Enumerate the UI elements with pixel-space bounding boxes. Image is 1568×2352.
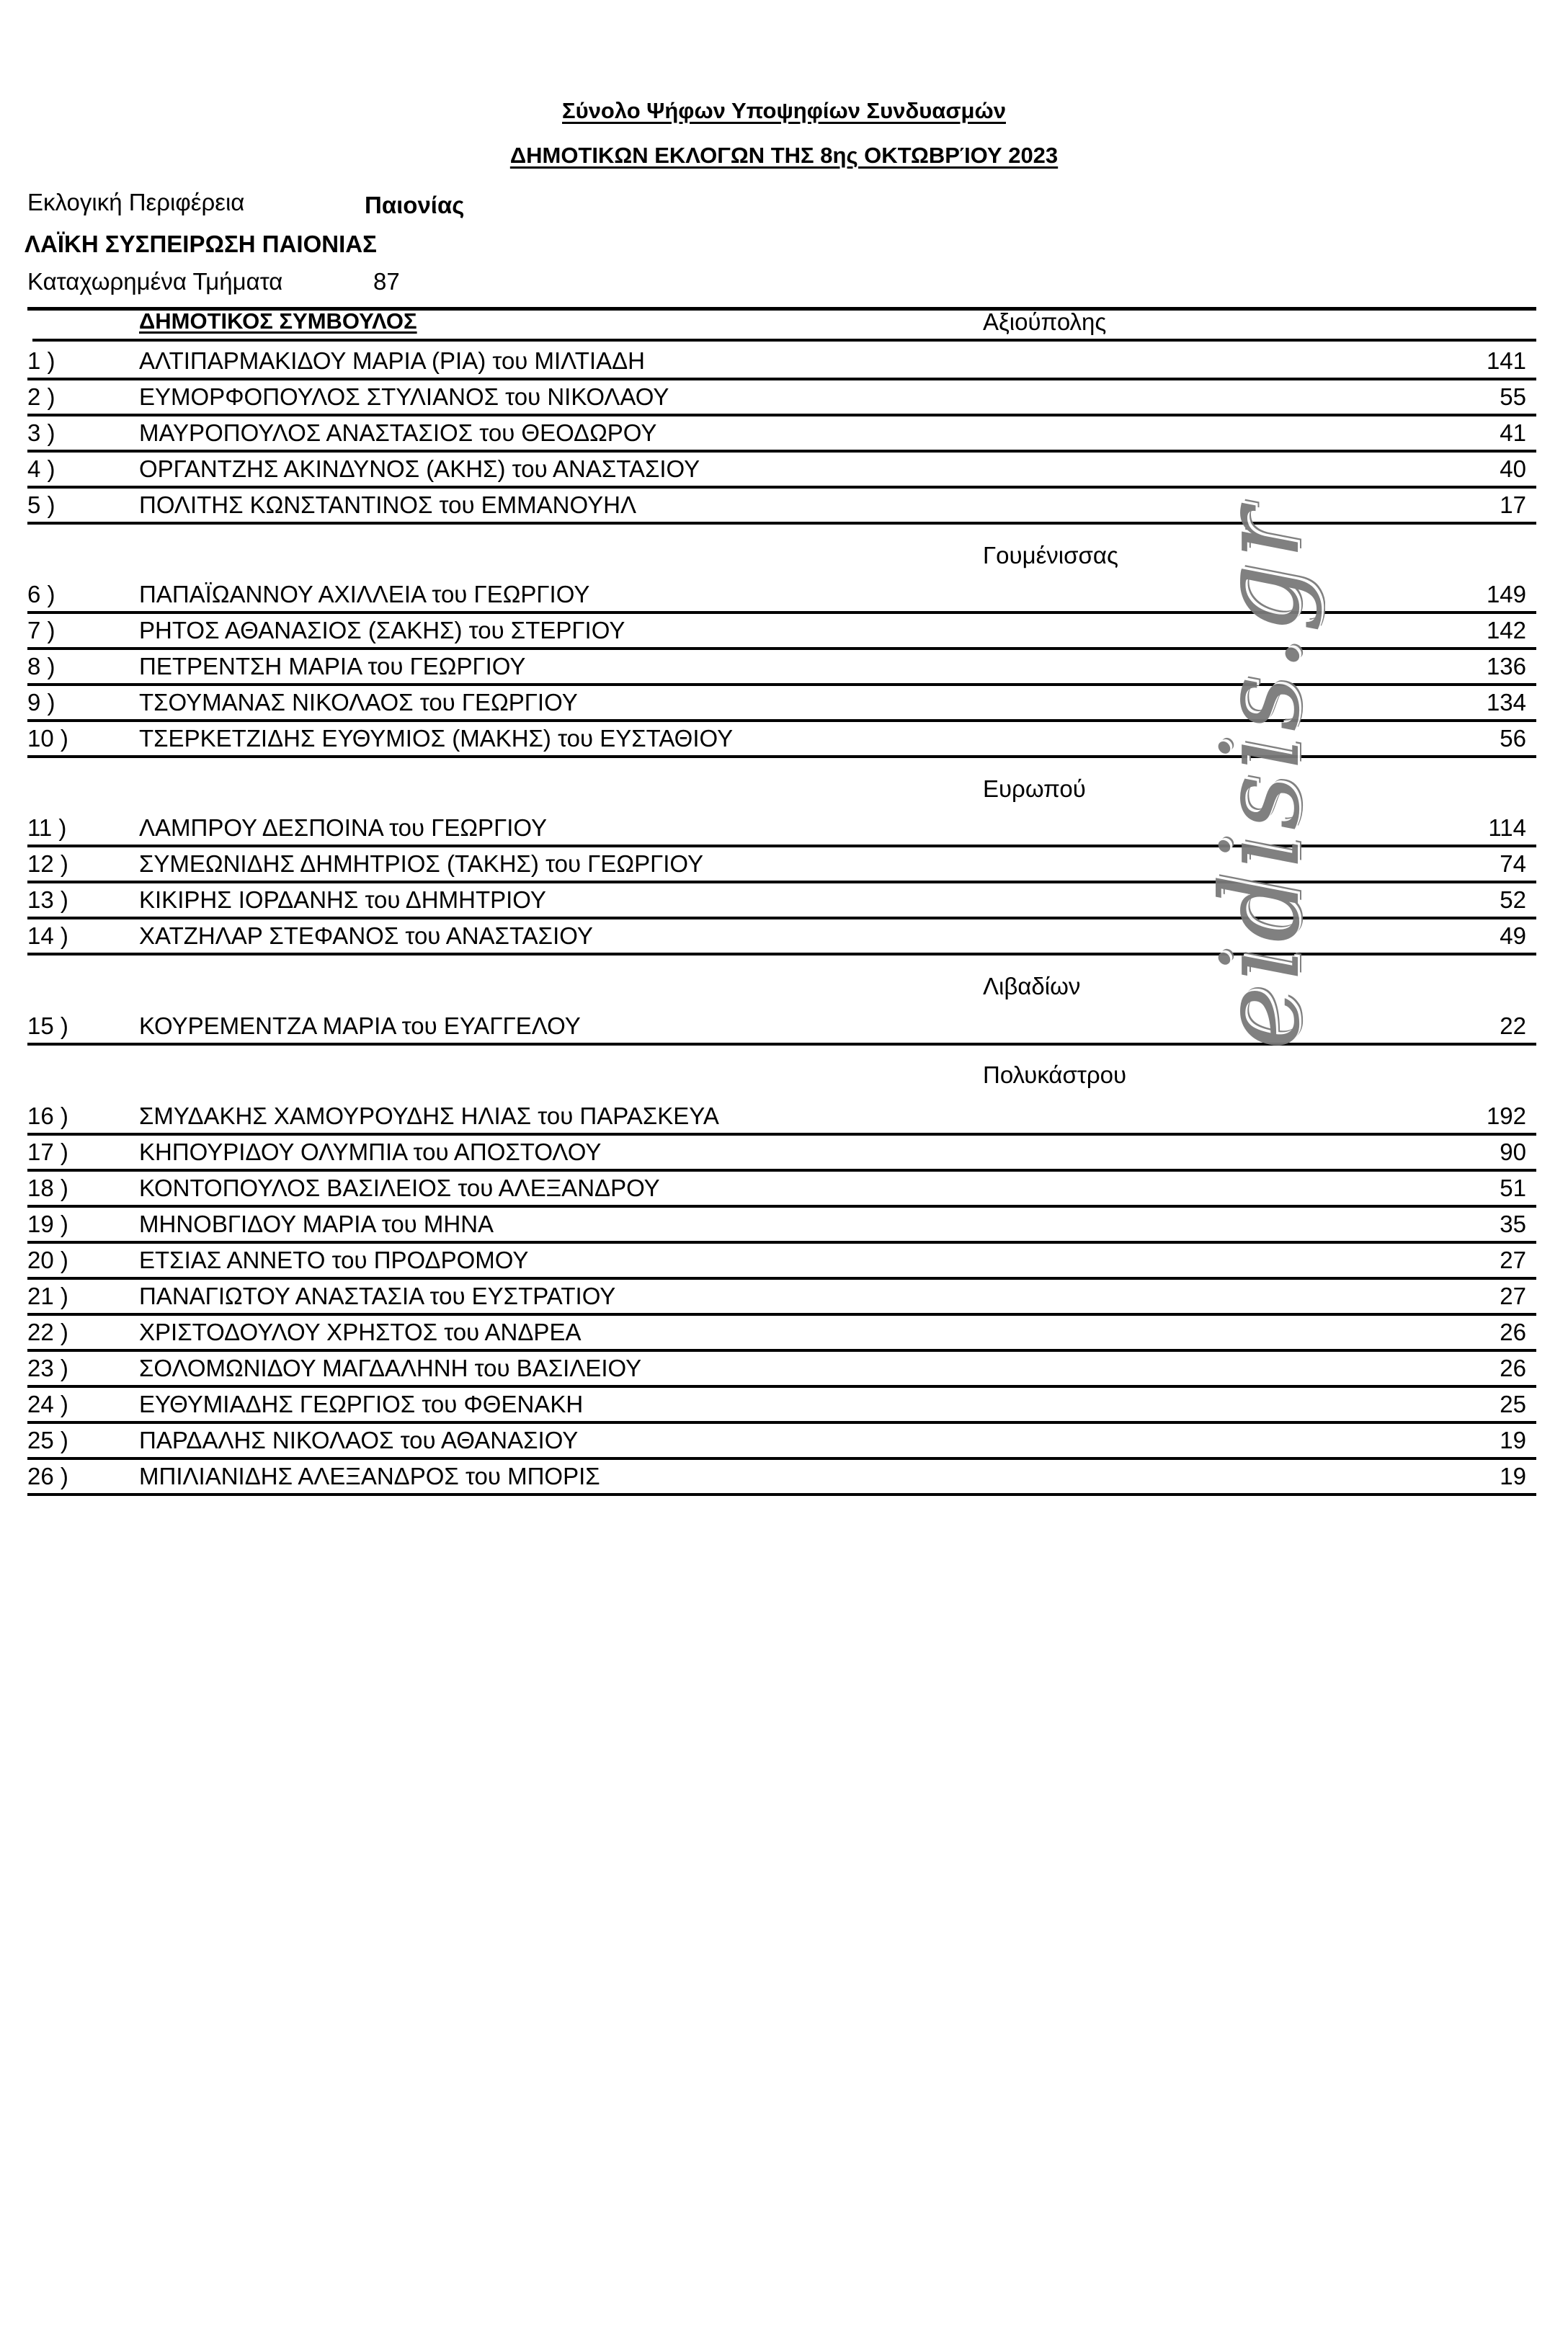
candidate-row (0, 813, 1568, 845)
candidate-votes: 25 (1500, 1391, 1526, 1417)
column-header-councillor: ΔΗΜΟΤΙΚΟΣ ΣΥΜΒΟΥΛΟΣ (139, 308, 417, 334)
candidate-rank: 14 ) (27, 922, 68, 949)
candidate-rank: 20 ) (27, 1247, 68, 1273)
candidate-row (0, 651, 1568, 683)
candidate-votes: 27 (1500, 1283, 1526, 1309)
candidate-rank: 18 ) (27, 1175, 68, 1201)
row-divider (27, 719, 1536, 722)
candidate-votes: 134 (1486, 689, 1526, 716)
row-divider (27, 917, 1536, 919)
candidate-row (0, 723, 1568, 755)
candidate-name: ΟΡΓΑΝΤΖΗΣ ΑΚΙΝΔΥΝΟΣ (ΑΚΗΣ) του ΑΝΑΣΤΑΣΙΟΥ (139, 455, 700, 482)
row-divider (27, 1205, 1536, 1208)
candidate-rank: 6 ) (27, 581, 55, 607)
row-divider (27, 953, 1536, 956)
candidate-name: ΡΗΤΟΣ ΑΘΑΝΑΣΙΟΣ (ΣΑΚΗΣ) του ΣΤΕΡΓΙΟΥ (139, 617, 625, 643)
row-divider (27, 1349, 1536, 1352)
candidate-name: ΠΑΠΑΪΩΑΝΝΟΥ ΑΧΙΛΛΕΙΑ του ΓΕΩΡΓΙΟΥ (139, 581, 590, 607)
candidate-row (0, 1245, 1568, 1277)
candidate-row (0, 1425, 1568, 1457)
candidate-rank: 22 ) (27, 1319, 68, 1345)
document-title (0, 98, 1568, 124)
document-subtitle (0, 143, 1568, 169)
candidate-votes: 192 (1486, 1102, 1526, 1129)
candidate-row (0, 1317, 1568, 1349)
candidate-rank: 15 ) (27, 1012, 68, 1039)
candidate-row (0, 615, 1568, 647)
candidate-name: ΧΡΙΣΤΟΔΟΥΛΟΥ ΧΡΗΣΤΟΣ του ΑΝΔΡΕΑ (139, 1319, 582, 1345)
candidate-rank: 25 ) (27, 1427, 68, 1453)
candidate-votes: 114 (1488, 814, 1526, 841)
candidate-votes: 19 (1500, 1427, 1526, 1453)
row-divider (27, 486, 1536, 489)
row-divider (27, 845, 1536, 847)
row-divider (27, 1241, 1536, 1244)
candidate-votes: 142 (1486, 617, 1526, 643)
candidate-votes: 51 (1500, 1175, 1526, 1201)
candidate-name: ΠΑΝΑΓΙΩΤΟΥ ΑΝΑΣΤΑΣΙΑ του ΕΥΣΤΡΑΤΙΟΥ (139, 1283, 616, 1309)
candidate-name: ΣΟΛΟΜΩΝΙΔΟΥ ΜΑΓΔΑΛΗΝΗ του ΒΑΣΙΛΕΙΟΥ (139, 1355, 642, 1381)
candidate-row (0, 1461, 1568, 1493)
candidate-row (0, 490, 1568, 522)
candidate-votes: 52 (1500, 886, 1526, 913)
candidate-rank: 5 ) (27, 491, 55, 518)
candidate-name: ΠΟΛΙΤΗΣ ΚΩΝΣΤΑΝΤΙΝΟΣ του ΕΜΜΑΝΟΥΗΛ (139, 491, 636, 518)
column-header-underline (32, 339, 1536, 342)
municipal-unit-label: Λιβαδίων (983, 973, 1081, 999)
candidate-row (0, 1353, 1568, 1385)
candidate-votes: 55 (1500, 383, 1526, 410)
municipal-unit-label: Ευρωπού (983, 775, 1086, 802)
candidate-row (0, 921, 1568, 953)
candidate-name: ΚΙΚΙΡΗΣ ΙΟΡΔΑΝΗΣ του ΔΗΜΗΤΡΙΟΥ (139, 886, 546, 913)
candidate-votes: 149 (1486, 581, 1526, 607)
candidate-name: ΑΛΤΙΠΑΡΜΑΚΙΔΟΥ ΜΑΡΙΑ (ΡΙΑ) του ΜΙΛΤΙΑΔΗ (139, 347, 645, 374)
candidate-rank: 21 ) (27, 1283, 68, 1309)
candidate-row (0, 346, 1568, 378)
row-divider (27, 1457, 1536, 1460)
candidate-name: ΤΣΕΡΚΕΤΖΙΔΗΣ ΕΥΘΥΜΙΟΣ (ΜΑΚΗΣ) του ΕΥΣΤΑΘΙΟΥ (139, 725, 734, 752)
row-divider (27, 414, 1536, 416)
candidate-rank: 23 ) (27, 1355, 68, 1381)
candidate-row (0, 1281, 1568, 1313)
row-divider (27, 1421, 1536, 1424)
row-divider (27, 1043, 1536, 1046)
candidate-votes: 35 (1500, 1211, 1526, 1237)
candidate-name: ΠΕΤΡΕΝΤΣΗ ΜΑΡΙΑ του ΓΕΩΡΓΙΟΥ (139, 653, 526, 680)
row-divider (27, 450, 1536, 453)
candidate-name: ΕΥΜΟΡΦΟΠΟΥΛΟΣ ΣΤΥΛΙΑΝΟΣ του ΝΙΚΟΛΑΟΥ (139, 383, 669, 410)
candidate-row (0, 849, 1568, 881)
candidate-rank: 16 ) (27, 1102, 68, 1129)
candidate-rank: 13 ) (27, 886, 68, 913)
candidate-votes: 19 (1500, 1463, 1526, 1489)
candidate-votes: 17 (1500, 491, 1526, 518)
candidate-name: ΣΥΜΕΩΝΙΔΗΣ ΔΗΜΗΤΡΙΟΣ (ΤΑΚΗΣ) του ΓΕΩΡΓΙΟΥ (139, 850, 704, 877)
district-label: Εκλογική Περιφέρεια (27, 189, 245, 215)
row-divider (27, 1133, 1536, 1136)
row-divider (27, 522, 1536, 525)
candidate-name: ΠΑΡΔΑΛΗΣ ΝΙΚΟΛΑΟΣ του ΑΘΑΝΑΣΙΟΥ (139, 1427, 579, 1453)
candidate-name: ΜΑΥΡΟΠΟΥΛΟΣ ΑΝΑΣΤΑΣΙΟΣ του ΘΕΟΔΩΡΟΥ (139, 419, 657, 446)
candidate-rank: 11 ) (27, 814, 67, 841)
candidate-row (0, 1101, 1568, 1133)
party-name: ΛΑΪΚΗ ΣΥΣΠΕΙΡΩΣΗ ΠΑΙΟΝΙΑΣ (24, 231, 377, 257)
candidate-row (0, 1011, 1568, 1043)
candidate-votes: 26 (1500, 1319, 1526, 1345)
candidate-row (0, 885, 1568, 917)
candidate-rank: 24 ) (27, 1391, 68, 1417)
candidate-votes: 41 (1500, 419, 1526, 446)
candidate-rank: 19 ) (27, 1211, 68, 1237)
candidate-rank: 9 ) (27, 689, 55, 716)
candidate-name: ΕΥΘΥΜΙΑΔΗΣ ΓΕΩΡΓΙΟΣ του ΦΘΕΝΑΚΗ (139, 1391, 584, 1417)
candidate-row (0, 1209, 1568, 1241)
candidate-votes: 22 (1500, 1012, 1526, 1039)
municipal-unit-label: Γουμένισσας (983, 542, 1118, 569)
municipal-unit-label: Αξιούπολης (983, 308, 1107, 335)
candidate-row (0, 1389, 1568, 1421)
candidate-row (0, 1173, 1568, 1205)
row-divider (27, 1385, 1536, 1388)
candidate-row (0, 1137, 1568, 1169)
candidate-votes: 90 (1500, 1139, 1526, 1165)
candidate-votes: 40 (1500, 455, 1526, 482)
candidate-rank: 17 ) (27, 1139, 68, 1165)
candidate-name: ΚΟΝΤΟΠΟΥΛΟΣ ΒΑΣΙΛΕΙΟΣ του ΑΛΕΞΑΝΔΡΟΥ (139, 1175, 660, 1201)
row-divider (27, 881, 1536, 883)
candidate-rank: 2 ) (27, 383, 55, 410)
row-divider (27, 1493, 1536, 1496)
candidate-name: ΣΜΥΔΑΚΗΣ ΧΑΜΟΥΡΟΥΔΗΣ ΗΛΙΑΣ του ΠΑΡΑΣΚΕΥΑ (139, 1102, 719, 1129)
candidate-name: ΚΟΥΡΕΜΕΝΤΖΑ ΜΑΡΙΑ του ΕΥΑΓΓΕΛΟΥ (139, 1012, 581, 1039)
candidate-name: ΚΗΠΟΥΡΙΔΟΥ ΟΛΥΜΠΙΑ του ΑΠΟΣΤΟΛΟΥ (139, 1139, 602, 1165)
document-subtitle-text: ΔΗΜΟΤΙΚΩΝ ΕΚΛΟΓΩΝ ΤΗΣ 8ης ΟΚΤΩΒΡΊΟΥ 2023 (509, 143, 1059, 168)
candidate-name: ΜΠΙΛΙΑΝΙΔΗΣ ΑΛΕΞΑΝΔΡΟΣ του ΜΠΟΡΙΣ (139, 1463, 600, 1489)
municipal-unit-label: Πολυκάστρου (983, 1061, 1127, 1088)
candidate-rank: 10 ) (27, 725, 68, 752)
document-title-text: Σύνολο Ψήφων Υποψηφίων Συνδυασμών (562, 98, 1006, 123)
row-divider (27, 647, 1536, 650)
candidate-rank: 7 ) (27, 617, 55, 643)
candidate-rank: 1 ) (27, 347, 55, 374)
candidate-name: ΕΤΣΙΑΣ ΑΝΝΕΤΟ του ΠΡΟΔΡΟΜΟΥ (139, 1247, 529, 1273)
candidate-rank: 12 ) (27, 850, 68, 877)
candidate-rank: 3 ) (27, 419, 55, 446)
candidate-name: ΛΑΜΠΡΟΥ ΔΕΣΠΟΙΝΑ του ΓΕΩΡΓΙΟΥ (139, 814, 548, 841)
row-divider (27, 1277, 1536, 1280)
candidate-votes: 136 (1486, 653, 1526, 680)
row-divider (27, 611, 1536, 614)
candidate-votes: 27 (1500, 1247, 1526, 1273)
candidate-rank: 26 ) (27, 1463, 68, 1489)
candidate-votes: 141 (1486, 347, 1526, 374)
candidate-row (0, 687, 1568, 719)
candidate-votes: 26 (1500, 1355, 1526, 1381)
candidate-rank: 4 ) (27, 455, 55, 482)
row-divider (27, 1169, 1536, 1172)
candidate-row (0, 418, 1568, 450)
row-divider (27, 755, 1536, 758)
row-divider (27, 683, 1536, 686)
row-divider (27, 378, 1536, 380)
watermark-logo: eidisis.gr (1198, 503, 1324, 1051)
row-divider (27, 1313, 1536, 1316)
candidate-row (0, 454, 1568, 486)
candidate-rank: 8 ) (27, 653, 55, 680)
registered-sections-label: Καταχωρημένα Τμήματα (27, 268, 283, 295)
candidate-name: ΧΑΤΖΗΛΑΡ ΣΤΕΦΑΝΟΣ του ΑΝΑΣΤΑΣΙΟΥ (139, 922, 593, 949)
candidate-votes: 49 (1500, 922, 1526, 949)
candidate-name: ΤΣΟΥΜΑΝΑΣ ΝΙΚΟΛΑΟΣ του ΓΕΩΡΓΙΟΥ (139, 689, 578, 716)
candidate-row (0, 382, 1568, 414)
candidate-votes: 56 (1500, 725, 1526, 752)
registered-sections-value: 87 (373, 268, 400, 295)
district-value: Παιονίας (365, 192, 465, 218)
candidate-votes: 74 (1500, 850, 1526, 877)
candidate-name: ΜΗΝΟΒΓΙΔΟΥ ΜΑΡΙΑ του ΜΗΝΑ (139, 1211, 494, 1237)
candidate-row (0, 579, 1568, 611)
